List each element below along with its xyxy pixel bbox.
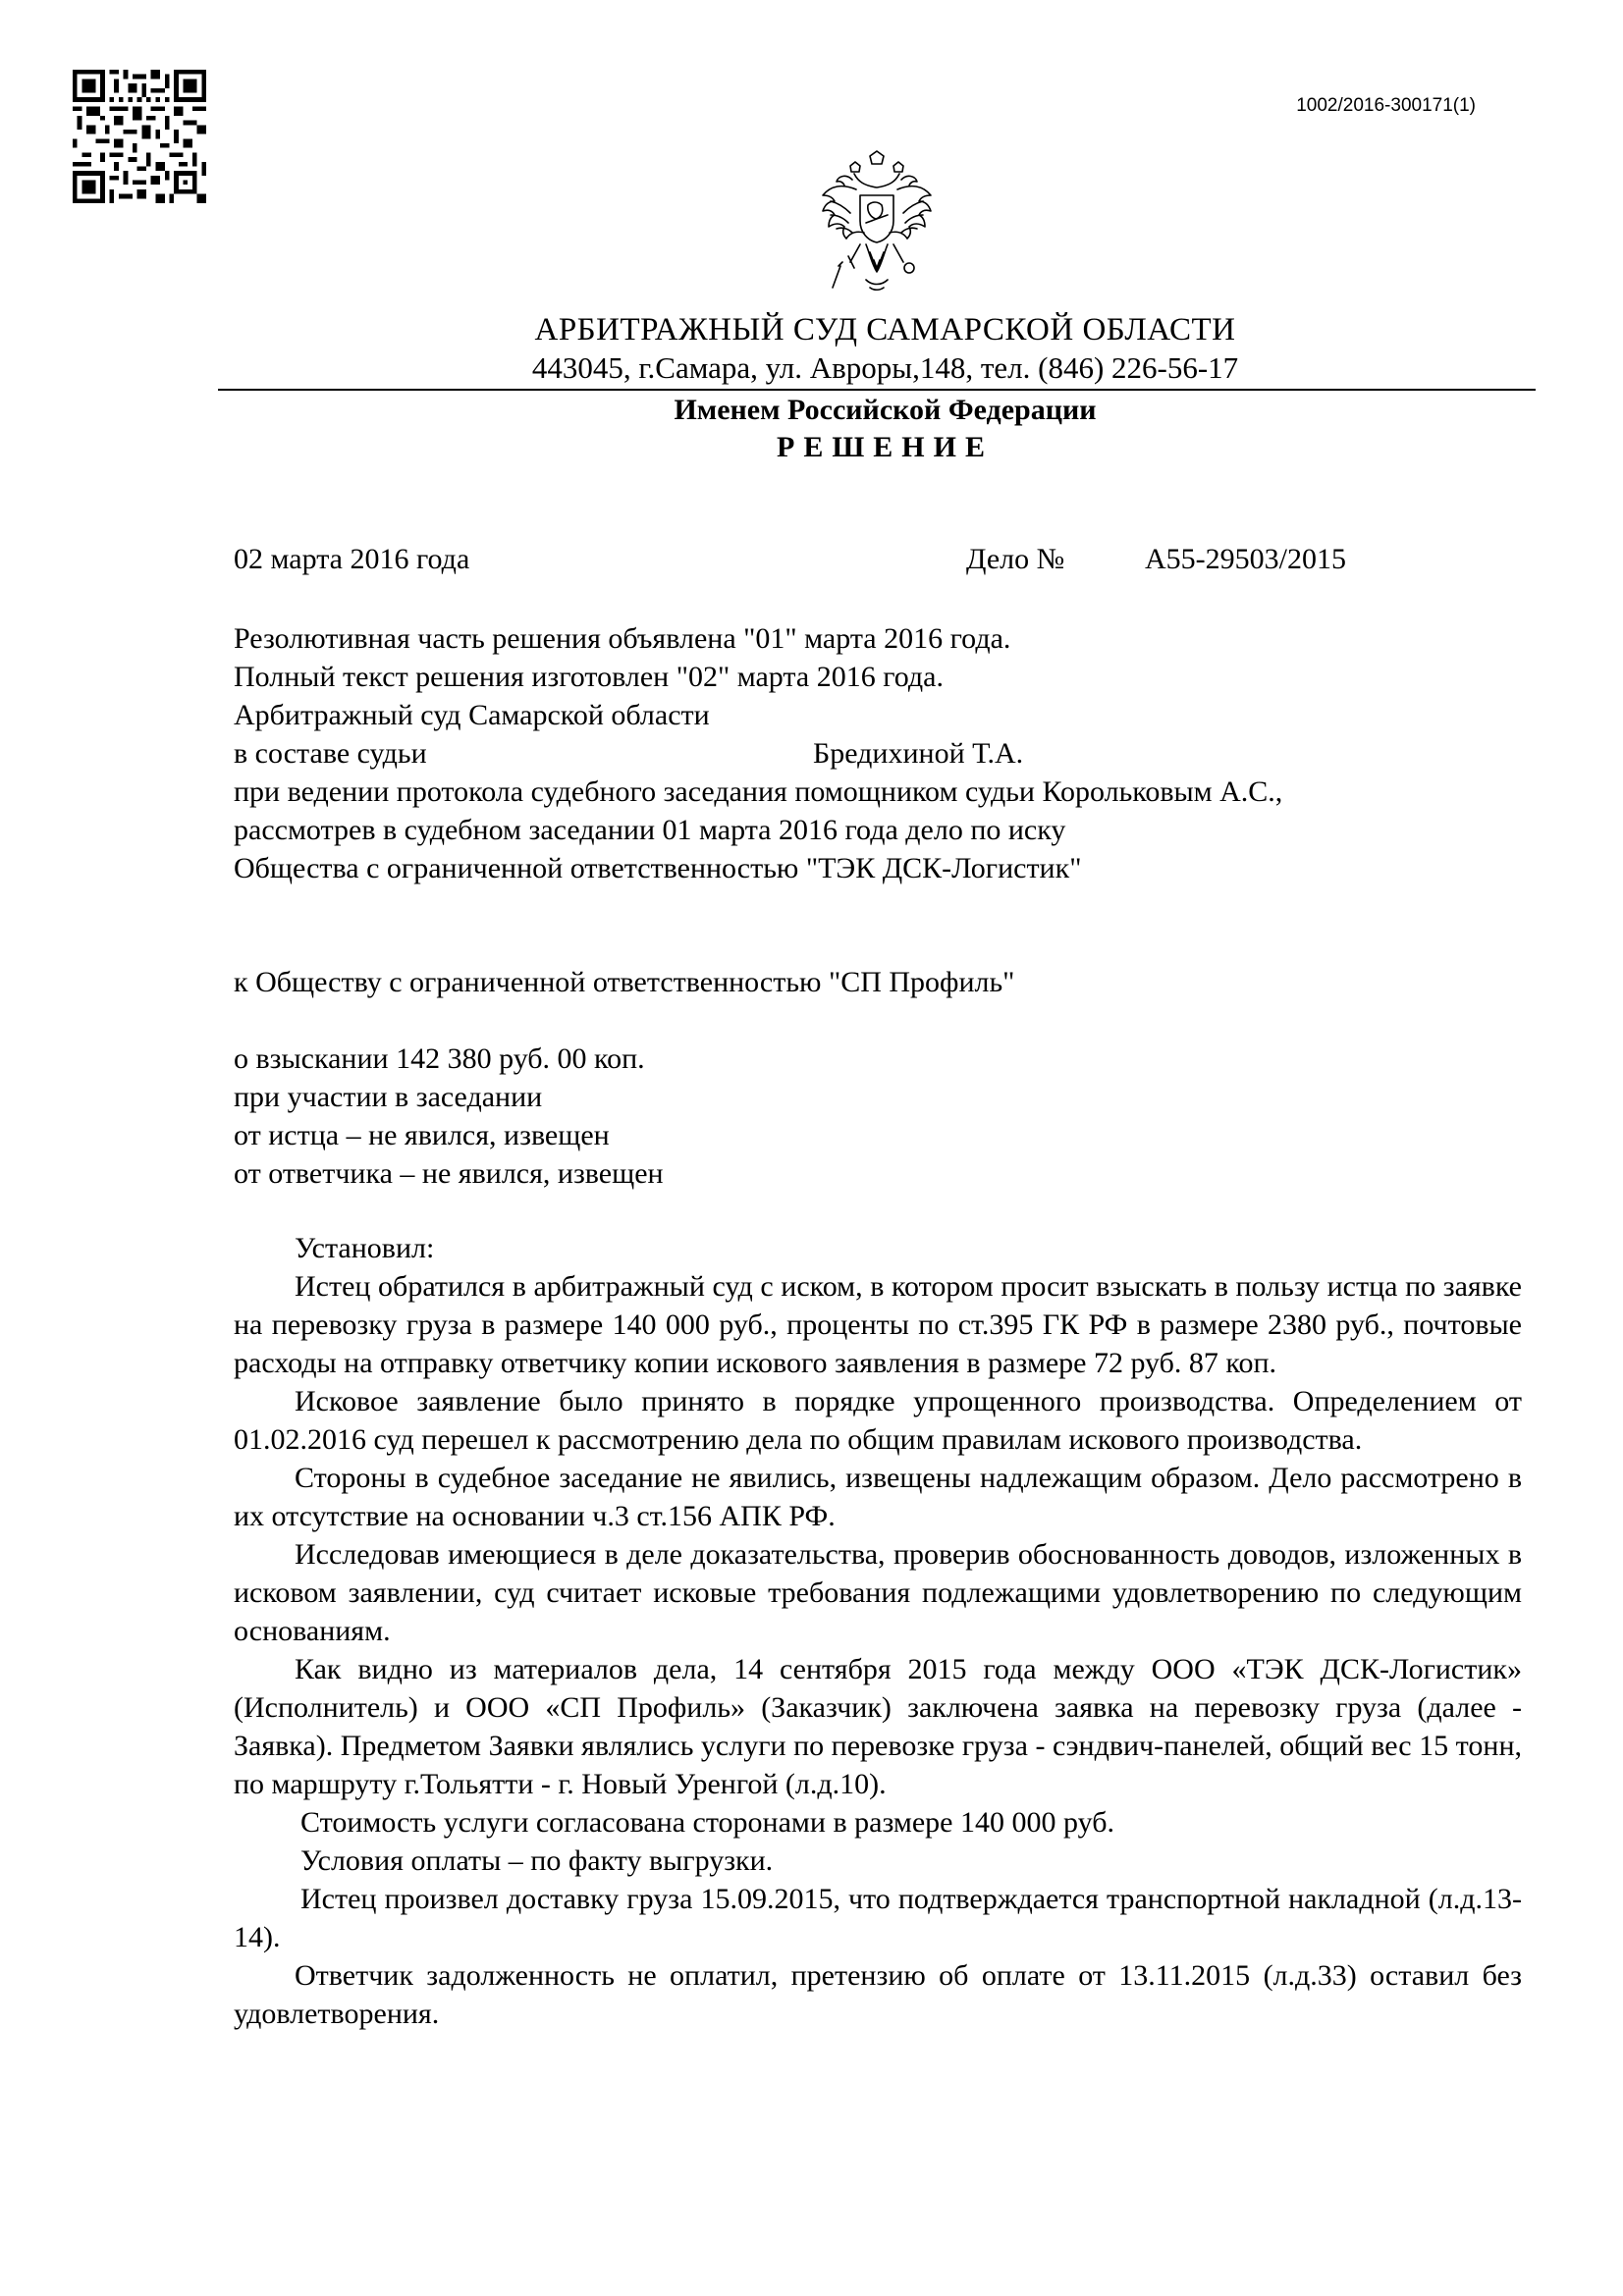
- decision-body: [234, 1229, 1522, 2033]
- protocol-line: при ведении протокола судебного заседания помощником судьи Корольковым А.С.,: [234, 775, 1283, 808]
- qr-code: [73, 70, 206, 203]
- case-number: А55-29503/2015: [1145, 543, 1346, 575]
- paragraph-nonpayment: Ответчик задолженность не оплатил, претензию об оплате от 13.11.2015 (л.д.33) оставил без удовлетворения.: [234, 1959, 1522, 2030]
- coat-of-arms-emblem: [817, 150, 937, 294]
- hearing-line: рассмотрев в судебном заседании 01 марта 2016 года дело по иску: [234, 814, 1066, 846]
- header-divider: [218, 389, 1536, 391]
- claim-amount: о взыскании 142 380 руб. 00 коп.: [234, 1042, 645, 1075]
- judge-name: Бредихиной Т.А.: [813, 737, 1024, 770]
- participation-line: при участии в заседании: [234, 1081, 543, 1113]
- court-name: АРБИТРАЖНЫЙ СУД САМАРСКОЙ ОБЛАСТИ: [534, 312, 1236, 347]
- in-the-name-heading: Именем Российской Федерации: [674, 394, 1097, 426]
- paragraph-payment-terms: Условия оплаты – по факту выгрузки.: [300, 1844, 774, 1877]
- paragraph-procedure: Исковое заявление было принято в порядке упрощенного производства. Определением от 01.02.2016 суд перешел к рассмотрению дела по общим правилам искового производства.: [234, 1385, 1522, 1456]
- paragraph-cost: Стоимость услуги согласована сторонами в размере 140 000 руб.: [300, 1806, 1114, 1839]
- full-text-line: Полный текст решения изготовлен "02" марта 2016 года.: [234, 661, 944, 693]
- paragraph-delivery: Истец произвел доставку груза 15.09.2015, что подтверждается транспортной накладной (л.д.13-14).: [234, 1883, 1522, 1953]
- plaintiff-name: Общества с ограниченной ответственностью "ТЭК ДСК-Логистик": [234, 852, 1082, 884]
- court-line: Арбитражный суд Самарской области: [234, 699, 710, 731]
- established-heading: Установил:: [295, 1232, 435, 1264]
- paragraph-evidence: Исследовав имеющиеся в деле доказательства, проверив обоснованность доводов, изложенных в исковом заявлении, суд считает исковые требования подлежащими удовлетворению по следующим основаниям.: [234, 1538, 1522, 1647]
- composition-label: в составе судьи: [234, 737, 427, 770]
- document-title: РЕШЕНИЕ: [777, 431, 994, 463]
- paragraph-parties-absent: Стороны в судебное заседание не явились, извещены надлежащим образом. Дело рассмотрено в их отсутствие на основании ч.3 ст.156 АПК РФ.: [234, 1462, 1522, 1532]
- case-label: Дело №: [966, 543, 1065, 575]
- plaintiff-attendance: от истца – не явился, извещен: [234, 1119, 610, 1151]
- court-address: 443045, г.Самара, ул. Авроры,148, тел. (846) 226-56-17: [531, 350, 1239, 385]
- document-id: 1002/2016-300171(1): [1296, 95, 1476, 116]
- operative-part-line: Резолютивная часть решения объявлена "01" марта 2016 года.: [234, 622, 1011, 655]
- paragraph-claim: Истец обратился в арбитражный суд с иском, в котором просит взыскать в пользу истца по заявке на перевозку груза в размере 140 000 руб., проценты по ст.395 ГК РФ в размере 2380 руб., почтовые расходы на отправку ответчику копии искового заявления в размере 72 руб. 87 коп.: [234, 1270, 1522, 1379]
- paragraph-contract: Как видно из материалов дела, 14 сентября 2015 года между ООО «ТЭК ДСК-Логистик» (Исполнитель) и ООО «СП Профиль» (Заказчик) заключена заявка на перевозку груза (далее - Заявка). Предметом Заявки являлись услуги по перевозке груза - сэндвич-панелей, общий вес 15 тонн, по маршруту г.Тольятти - г. Новый Уренгой (л.д.10).: [234, 1653, 1522, 1800]
- decision-date: 02 марта 2016 года: [234, 543, 470, 575]
- defendant-attendance: от ответчика – не явился, извещен: [234, 1157, 664, 1190]
- defendant-name: к Обществу с ограниченной ответственностью "СП Профиль": [234, 966, 1015, 998]
